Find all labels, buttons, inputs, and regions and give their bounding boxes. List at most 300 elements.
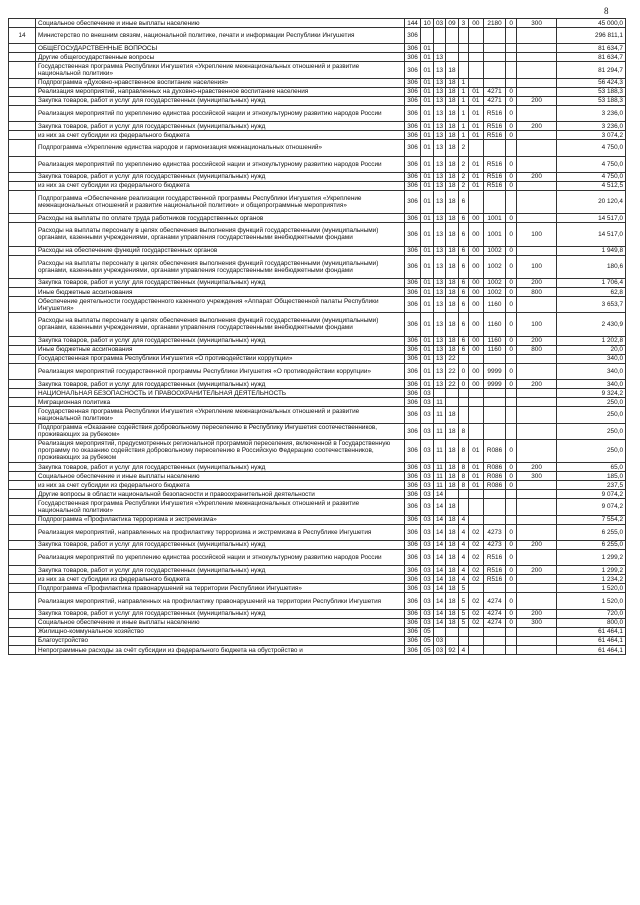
subprogram-code-cell: 6	[458, 278, 468, 287]
amount-cell: 61 464,1	[557, 636, 626, 645]
amount-cell: 6 255,0	[557, 540, 626, 549]
subprogram-code-cell: 2	[458, 156, 468, 172]
expense-name-cell: Подпрограмма «Духовно-нравственное воспитание населения»	[36, 78, 405, 87]
direction-code-cell	[483, 515, 506, 524]
subprogram-code-cell: 5	[458, 584, 468, 593]
event-code-cell: 00	[469, 255, 484, 278]
expense-type-code-cell: 200	[516, 463, 557, 472]
expense-name-cell: Социальное обеспечение и иные выплаты населению	[36, 19, 405, 28]
section-code-cell: 01	[421, 345, 433, 354]
row-number-cell	[9, 636, 36, 645]
ved-code-cell: 306	[404, 481, 421, 490]
subsection-code-cell: 13	[433, 246, 445, 255]
section-code-cell: 03	[421, 398, 433, 407]
row-number-cell: 14	[9, 28, 36, 44]
section-code-cell: 01	[421, 255, 433, 278]
expense-name-cell: Государственная программа Республики Ингушетия «О противодействии коррупции»	[36, 354, 405, 363]
subprogram-code-cell: 4	[458, 549, 468, 565]
table-row	[9, 288, 626, 297]
program-code-cell: 18	[446, 472, 458, 481]
event-code-cell	[469, 627, 484, 636]
subsection-code-cell: 14	[433, 490, 445, 499]
table-row	[9, 423, 626, 439]
row-number-cell	[9, 223, 36, 246]
direction-code-cell: 1001	[483, 214, 506, 223]
subprogram-code-cell: 6	[458, 190, 468, 213]
subsection-code-cell	[433, 28, 445, 44]
direction-suffix-code-cell	[506, 53, 516, 62]
expense-type-code-cell	[516, 131, 557, 140]
expense-name-cell: Закупка товаров, работ и услуг для государственных (муниципальных) нужд	[36, 172, 405, 181]
direction-code-cell: 1002	[483, 288, 506, 297]
row-number-cell	[9, 190, 36, 213]
direction-suffix-code-cell: 0	[506, 439, 516, 462]
row-number-cell	[9, 313, 36, 336]
event-code-cell: 02	[469, 549, 484, 565]
expense-name-cell: Другие вопросы в области национальной безопасности и правоохранительной деятельности	[36, 490, 405, 499]
ved-code-cell: 306	[404, 78, 421, 87]
row-number-cell	[9, 463, 36, 472]
event-code-cell: 00	[469, 297, 484, 313]
row-number-cell	[9, 472, 36, 481]
event-code-cell	[469, 398, 484, 407]
expense-name-cell: Реализация мероприятий, предусмотренных региональной программой переселения, включенной в Государственную программу по оказанию содействия добровольному переселению в Российскую Федерацию соотечественников, проживающих за рубежом	[36, 439, 405, 462]
section-code-cell: 03	[421, 423, 433, 439]
row-number-cell	[9, 172, 36, 181]
direction-suffix-code-cell	[506, 389, 516, 398]
direction-suffix-code-cell: 0	[506, 255, 516, 278]
event-code-cell: 02	[469, 575, 484, 584]
program-code-cell: 18	[446, 140, 458, 156]
program-code-cell: 18	[446, 131, 458, 140]
direction-code-cell: R516	[483, 181, 506, 190]
amount-cell: 1 234,2	[557, 575, 626, 584]
amount-cell: 3 236,0	[557, 105, 626, 121]
expense-name-cell: из них за счет субсидии из федерального бюджета	[36, 131, 405, 140]
expense-name-cell: Реализация мероприятий, направленных на профилактику терроризма и экстремизма в Республике Ингушетия	[36, 524, 405, 540]
program-code-cell: 18	[446, 566, 458, 575]
section-code-cell: 01	[421, 223, 433, 246]
program-code-cell: 22	[446, 363, 458, 379]
event-code-cell: 02	[469, 593, 484, 609]
expense-name-cell: Государственная программа Республики Ингушетия «Укрепление межнациональных отношений и развитие национальной политики»	[36, 407, 405, 423]
expense-type-code-cell	[516, 105, 557, 121]
program-code-cell: 18	[446, 62, 458, 78]
row-number-cell	[9, 78, 36, 87]
expense-type-code-cell: 300	[516, 472, 557, 481]
subsection-code-cell: 11	[433, 423, 445, 439]
subsection-code-cell: 13	[433, 181, 445, 190]
expense-name-cell: Закупка товаров, работ и услуг для государственных (муниципальных) нужд	[36, 278, 405, 287]
expense-type-code-cell: 100	[516, 313, 557, 336]
expense-type-code-cell	[516, 28, 557, 44]
section-code-cell: 01	[421, 96, 433, 105]
expense-name-cell: Закупка товаров, работ и услуг для государственных (муниципальных) нужд	[36, 566, 405, 575]
subprogram-code-cell: 4	[458, 540, 468, 549]
program-code-cell: 18	[446, 499, 458, 515]
direction-suffix-code-cell	[506, 584, 516, 593]
section-code-cell: 01	[421, 53, 433, 62]
row-number-cell	[9, 288, 36, 297]
event-code-cell	[469, 499, 484, 515]
subprogram-code-cell: 1	[458, 105, 468, 121]
program-code-cell: 22	[446, 380, 458, 389]
direction-suffix-code-cell	[506, 398, 516, 407]
section-code-cell: 03	[421, 524, 433, 540]
row-number-cell	[9, 584, 36, 593]
table-row	[9, 407, 626, 423]
section-code-cell: 01	[421, 156, 433, 172]
table-row	[9, 540, 626, 549]
amount-cell: 4 750,0	[557, 172, 626, 181]
table-row	[9, 463, 626, 472]
expense-type-code-cell: 200	[516, 380, 557, 389]
expense-type-code-cell: 800	[516, 288, 557, 297]
direction-suffix-code-cell: 0	[506, 156, 516, 172]
event-code-cell: 01	[469, 439, 484, 462]
event-code-cell: 01	[469, 172, 484, 181]
program-code-cell: 18	[446, 584, 458, 593]
expense-name-cell: Закупка товаров, работ и услуг для государственных (муниципальных) нужд	[36, 336, 405, 345]
subprogram-code-cell: 3	[458, 19, 468, 28]
subprogram-code-cell: 8	[458, 439, 468, 462]
expense-type-code-cell: 300	[516, 618, 557, 627]
event-code-cell: 01	[469, 472, 484, 481]
direction-code-cell	[483, 584, 506, 593]
program-code-cell: 18	[446, 423, 458, 439]
section-code-cell: 01	[421, 313, 433, 336]
row-number-cell	[9, 87, 36, 96]
event-code-cell	[469, 515, 484, 524]
expense-name-cell: Реализация мероприятий по укреплению единства российской нации и этнокультурному развитию народов России	[36, 156, 405, 172]
expense-type-code-cell	[516, 140, 557, 156]
expense-name-cell: из них за счет субсидии из федерального бюджета	[36, 181, 405, 190]
subsection-code-cell: 13	[433, 214, 445, 223]
subprogram-code-cell	[458, 627, 468, 636]
section-code-cell: 01	[421, 278, 433, 287]
direction-code-cell: 1001	[483, 223, 506, 246]
event-code-cell	[469, 78, 484, 87]
subprogram-code-cell	[458, 354, 468, 363]
event-code-cell: 00	[469, 363, 484, 379]
row-number-cell	[9, 246, 36, 255]
amount-cell: 3 653,7	[557, 297, 626, 313]
event-code-cell: 01	[469, 181, 484, 190]
row-number-cell	[9, 131, 36, 140]
subsection-code-cell: 13	[433, 313, 445, 336]
amount-cell: 53 188,3	[557, 87, 626, 96]
ved-code-cell: 306	[404, 313, 421, 336]
row-number-cell	[9, 593, 36, 609]
subprogram-code-cell: 8	[458, 472, 468, 481]
subprogram-code-cell: 1	[458, 78, 468, 87]
table-row	[9, 472, 626, 481]
subprogram-code-cell	[458, 28, 468, 44]
amount-cell: 3 074,2	[557, 131, 626, 140]
program-code-cell: 18	[446, 223, 458, 246]
amount-cell: 1 299,2	[557, 566, 626, 575]
amount-cell: 1 520,0	[557, 593, 626, 609]
subsection-code-cell: 14	[433, 575, 445, 584]
expense-name-cell: Обеспечение деятельности государственного казенного учреждения «Аппарат Общественной палаты Республики Ингушетия»	[36, 297, 405, 313]
ved-code-cell: 306	[404, 345, 421, 354]
amount-cell: 14 517,0	[557, 223, 626, 246]
ved-code-cell: 306	[404, 363, 421, 379]
section-code-cell: 03	[421, 481, 433, 490]
table-row	[9, 439, 626, 462]
expense-name-cell: Подпрограмма «Профилактика правонарушений на территории Республики Ингушетия»	[36, 584, 405, 593]
subsection-code-cell: 13	[433, 190, 445, 213]
program-code-cell: 18	[446, 172, 458, 181]
ved-code-cell: 306	[404, 87, 421, 96]
expense-type-code-cell	[516, 190, 557, 213]
program-code-cell: 18	[446, 609, 458, 618]
program-code-cell: 18	[446, 549, 458, 565]
amount-cell: 20 120,4	[557, 190, 626, 213]
subprogram-code-cell: 1	[458, 131, 468, 140]
subsection-code-cell: 13	[433, 380, 445, 389]
section-code-cell: 03	[421, 490, 433, 499]
section-code-cell: 01	[421, 105, 433, 121]
table-row	[9, 190, 626, 213]
row-number-cell	[9, 62, 36, 78]
section-code-cell: 01	[421, 380, 433, 389]
amount-cell: 340,0	[557, 380, 626, 389]
table-row	[9, 87, 626, 96]
direction-code-cell: 4271	[483, 96, 506, 105]
direction-suffix-code-cell: 0	[506, 345, 516, 354]
subprogram-code-cell: 5	[458, 618, 468, 627]
expense-type-code-cell	[516, 575, 557, 584]
subprogram-code-cell	[458, 490, 468, 499]
expense-name-cell: Закупка товаров, работ и услуг для государственных (муниципальных) нужд	[36, 122, 405, 131]
expense-type-code-cell	[516, 499, 557, 515]
row-number-cell	[9, 618, 36, 627]
event-code-cell	[469, 44, 484, 53]
direction-suffix-code-cell: 0	[506, 96, 516, 105]
row-number-cell	[9, 481, 36, 490]
table-row	[9, 380, 626, 389]
expense-type-code-cell: 200	[516, 566, 557, 575]
subprogram-code-cell	[458, 407, 468, 423]
event-code-cell: 01	[469, 96, 484, 105]
table-row	[9, 490, 626, 499]
direction-suffix-code-cell: 0	[506, 214, 516, 223]
row-number-cell	[9, 354, 36, 363]
row-number-cell	[9, 609, 36, 618]
direction-code-cell	[483, 627, 506, 636]
section-code-cell: 05	[421, 646, 433, 655]
subsection-code-cell: 13	[433, 345, 445, 354]
event-code-cell: 01	[469, 463, 484, 472]
expense-type-code-cell: 200	[516, 278, 557, 287]
ved-code-cell: 306	[404, 336, 421, 345]
program-code-cell: 18	[446, 278, 458, 287]
expense-type-code-cell	[516, 481, 557, 490]
expense-name-cell: Расходы на выплаты по оплате труда работников государственных органов	[36, 214, 405, 223]
row-number-cell	[9, 297, 36, 313]
section-code-cell: 01	[421, 297, 433, 313]
amount-cell: 800,0	[557, 618, 626, 627]
amount-cell: 720,0	[557, 609, 626, 618]
expense-name-cell: Подпрограмма «Обеспечение реализации государственной программы Республики Ингушетия «Укрепление межнациональных отношений и развитие национальной политики» и общепрограммные мероприятия»	[36, 190, 405, 213]
ved-code-cell: 306	[404, 549, 421, 565]
amount-cell: 81 634,7	[557, 53, 626, 62]
amount-cell: 4 512,5	[557, 181, 626, 190]
amount-cell: 250,0	[557, 423, 626, 439]
table-row	[9, 78, 626, 87]
program-code-cell: 18	[446, 540, 458, 549]
expense-name-cell: ОБЩЕГОСУДАРСТВЕННЫЕ ВОПРОСЫ	[36, 44, 405, 53]
expense-type-code-cell	[516, 78, 557, 87]
direction-suffix-code-cell	[506, 407, 516, 423]
direction-code-cell	[483, 389, 506, 398]
program-code-cell: 18	[446, 122, 458, 131]
section-code-cell: 05	[421, 627, 433, 636]
subprogram-code-cell: 8	[458, 481, 468, 490]
section-code-cell: 03	[421, 609, 433, 618]
ved-code-cell: 306	[404, 499, 421, 515]
table-row	[9, 278, 626, 287]
program-code-cell	[446, 636, 458, 645]
direction-suffix-code-cell: 0	[506, 549, 516, 565]
table-row	[9, 53, 626, 62]
subprogram-code-cell: 6	[458, 345, 468, 354]
subprogram-code-cell: 8	[458, 463, 468, 472]
expense-type-code-cell	[516, 214, 557, 223]
expense-name-cell: Расходы на выплаты персоналу в целях обеспечения выполнения функций государственными (муниципальными) органами, казенными учреждениями, органами управления государственными внебюджетными фондами	[36, 223, 405, 246]
ved-code-cell: 306	[404, 380, 421, 389]
subsection-code-cell: 14	[433, 593, 445, 609]
direction-code-cell: R516	[483, 156, 506, 172]
section-code-cell: 01	[421, 246, 433, 255]
table-row	[9, 214, 626, 223]
ved-code-cell: 306	[404, 62, 421, 78]
section-code-cell: 03	[421, 439, 433, 462]
expense-type-code-cell	[516, 297, 557, 313]
table-row	[9, 44, 626, 53]
subsection-code-cell: 14	[433, 549, 445, 565]
table-row	[9, 524, 626, 540]
event-code-cell: 00	[469, 278, 484, 287]
program-code-cell: 18	[446, 463, 458, 472]
program-code-cell: 18	[446, 407, 458, 423]
row-number-cell	[9, 345, 36, 354]
subsection-code-cell: 14	[433, 524, 445, 540]
event-code-cell: 01	[469, 156, 484, 172]
subprogram-code-cell: 4	[458, 515, 468, 524]
direction-code-cell: 1160	[483, 336, 506, 345]
expense-name-cell: Закупка товаров, работ и услуг для государственных (муниципальных) нужд	[36, 380, 405, 389]
direction-suffix-code-cell	[506, 636, 516, 645]
expense-name-cell: Миграционная политика	[36, 398, 405, 407]
expense-name-cell: Реализация мероприятий, направленных на духовно-нравственное воспитание населения	[36, 87, 405, 96]
table-row	[9, 618, 626, 627]
table-row	[9, 389, 626, 398]
direction-code-cell: 1160	[483, 313, 506, 336]
amount-cell: 81 634,7	[557, 44, 626, 53]
event-code-cell: 01	[469, 481, 484, 490]
program-code-cell: 18	[446, 515, 458, 524]
direction-suffix-code-cell: 0	[506, 105, 516, 121]
program-code-cell	[446, 53, 458, 62]
direction-code-cell: 9999	[483, 380, 506, 389]
row-number-cell	[9, 96, 36, 105]
subprogram-code-cell: 1	[458, 122, 468, 131]
subsection-code-cell: 03	[433, 19, 445, 28]
direction-suffix-code-cell: 0	[506, 566, 516, 575]
subsection-code-cell: 13	[433, 62, 445, 78]
direction-suffix-code-cell: 0	[506, 593, 516, 609]
expense-name-cell: Иные бюджетные ассигнования	[36, 288, 405, 297]
row-number-cell	[9, 549, 36, 565]
program-code-cell: 18	[446, 255, 458, 278]
amount-cell: 237,5	[557, 481, 626, 490]
direction-suffix-code-cell: 0	[506, 618, 516, 627]
direction-code-cell	[483, 140, 506, 156]
section-code-cell: 10	[421, 19, 433, 28]
expense-name-cell: Государственная программа Республики Ингушетия «Укрепление межнациональных отношений и развитие национальной политики»	[36, 62, 405, 78]
amount-cell: 81 294,7	[557, 62, 626, 78]
direction-code-cell	[483, 44, 506, 53]
ved-code-cell: 306	[404, 105, 421, 121]
amount-cell: 45 000,0	[557, 19, 626, 28]
amount-cell: 6 255,0	[557, 524, 626, 540]
section-code-cell: 01	[421, 181, 433, 190]
direction-code-cell: 4273	[483, 540, 506, 549]
expense-type-code-cell	[516, 398, 557, 407]
table-row	[9, 363, 626, 379]
program-code-cell: 18	[446, 575, 458, 584]
subsection-code-cell: 13	[433, 156, 445, 172]
row-number-cell	[9, 398, 36, 407]
ved-code-cell: 306	[404, 190, 421, 213]
row-number-cell	[9, 540, 36, 549]
event-code-cell	[469, 490, 484, 499]
direction-code-cell	[483, 28, 506, 44]
ved-code-cell: 306	[404, 646, 421, 655]
subprogram-code-cell: 5	[458, 609, 468, 618]
section-code-cell: 01	[421, 62, 433, 78]
subprogram-code-cell: 0	[458, 363, 468, 379]
expense-name-cell: из них за счет субсидии из федерального бюджета	[36, 575, 405, 584]
section-code-cell: 03	[421, 499, 433, 515]
event-code-cell: 02	[469, 566, 484, 575]
section-code-cell: 03	[421, 584, 433, 593]
subsection-code-cell: 13	[433, 96, 445, 105]
subsection-code-cell: 13	[433, 278, 445, 287]
subsection-code-cell: 11	[433, 481, 445, 490]
table-row	[9, 181, 626, 190]
section-code-cell: 01	[421, 288, 433, 297]
subprogram-code-cell	[458, 398, 468, 407]
amount-cell: 2 430,9	[557, 313, 626, 336]
row-number-cell	[9, 363, 36, 379]
section-code-cell: 03	[421, 575, 433, 584]
subsection-code-cell: 13	[433, 255, 445, 278]
program-code-cell: 22	[446, 354, 458, 363]
ved-code-cell: 306	[404, 593, 421, 609]
subprogram-code-cell	[458, 389, 468, 398]
direction-suffix-code-cell: 0	[506, 336, 516, 345]
section-code-cell: 01	[421, 44, 433, 53]
ved-code-cell: 306	[404, 439, 421, 462]
row-number-cell	[9, 380, 36, 389]
table-row	[9, 515, 626, 524]
direction-code-cell	[483, 499, 506, 515]
event-code-cell: 01	[469, 122, 484, 131]
expense-type-code-cell	[516, 246, 557, 255]
